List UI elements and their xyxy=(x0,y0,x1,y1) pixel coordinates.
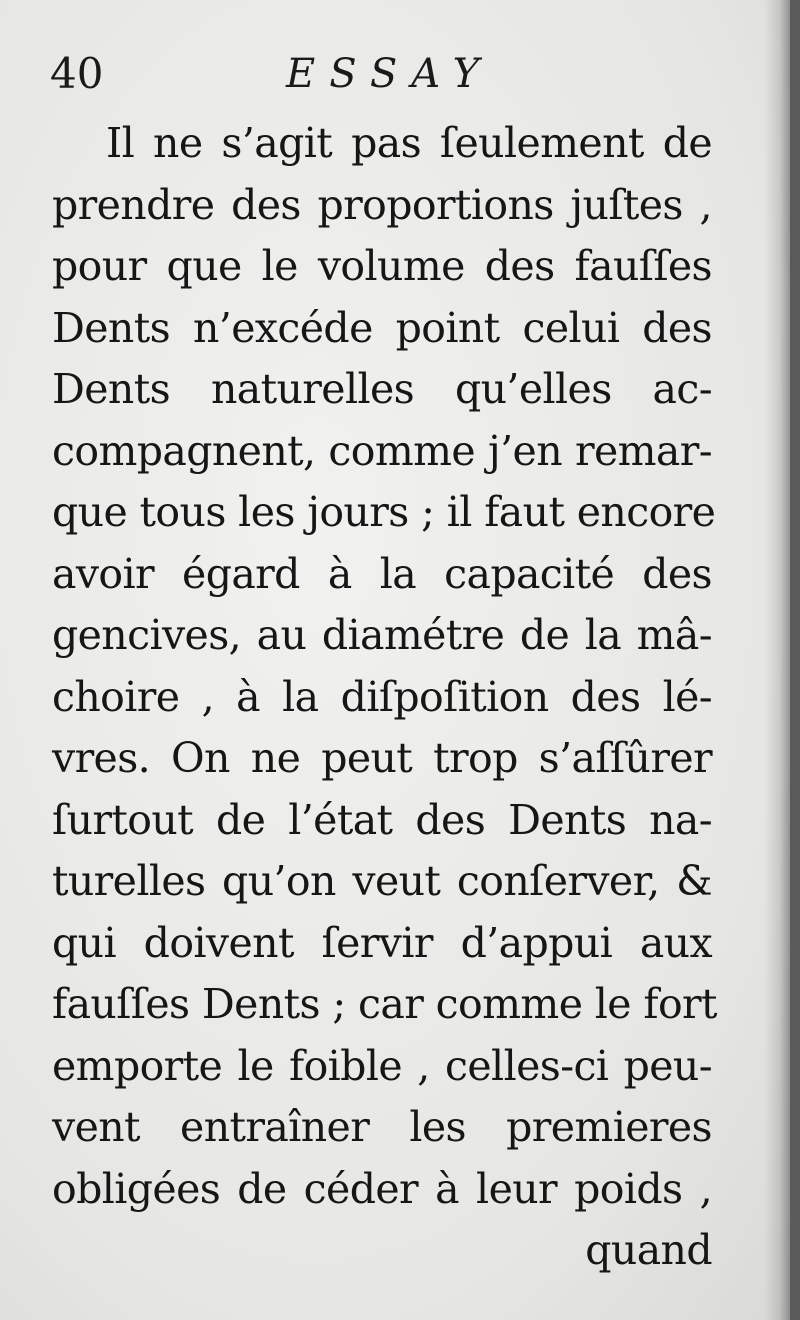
text-line: vres. On ne peut trop s’aſſûrer xyxy=(52,734,712,782)
text-line: fauſſes Dents ; car comme le fort xyxy=(52,980,717,1028)
text-line: Dents n’excéde point celui des xyxy=(52,303,712,352)
text-line: choire , à la diſpoſition des lé- xyxy=(52,672,712,721)
text-line: qui doivent ſervir d’appui aux xyxy=(52,918,712,967)
text-line: vent entraîner les premieres xyxy=(52,1103,712,1151)
text-line: que tous les jours ; il faut encore xyxy=(52,488,716,536)
text-line: gencives, au diamétre de la mâ- xyxy=(52,611,712,659)
text-line: obligées de céder à leur poids , xyxy=(52,1164,712,1213)
text-line: emporte le foible , celles-ci peu- xyxy=(52,1041,712,1090)
page-header xyxy=(50,44,710,104)
text-line: compagnent, comme j’en remar- xyxy=(52,426,712,475)
text-line: avoir égard à la capacité des xyxy=(52,549,712,598)
gutter-shadow xyxy=(764,0,790,1320)
text-line: turelles qu’on veut conſerver, & xyxy=(52,857,712,905)
text-line: ſurtout de l’état des Dents na- xyxy=(52,795,712,844)
page-number: 40 xyxy=(50,49,104,98)
text-line: Il ne s’agit pas ſeulement de xyxy=(106,119,712,167)
text-line: prendre des proportions juſtes , xyxy=(52,180,712,229)
running-head: ESSAY xyxy=(286,51,493,97)
catchword: quand xyxy=(585,1226,712,1274)
body-text xyxy=(52,113,717,1282)
text-line: Dents naturelles qu’elles ac- xyxy=(52,365,712,413)
text-line: pour que le volume des fauſſes xyxy=(52,242,712,290)
